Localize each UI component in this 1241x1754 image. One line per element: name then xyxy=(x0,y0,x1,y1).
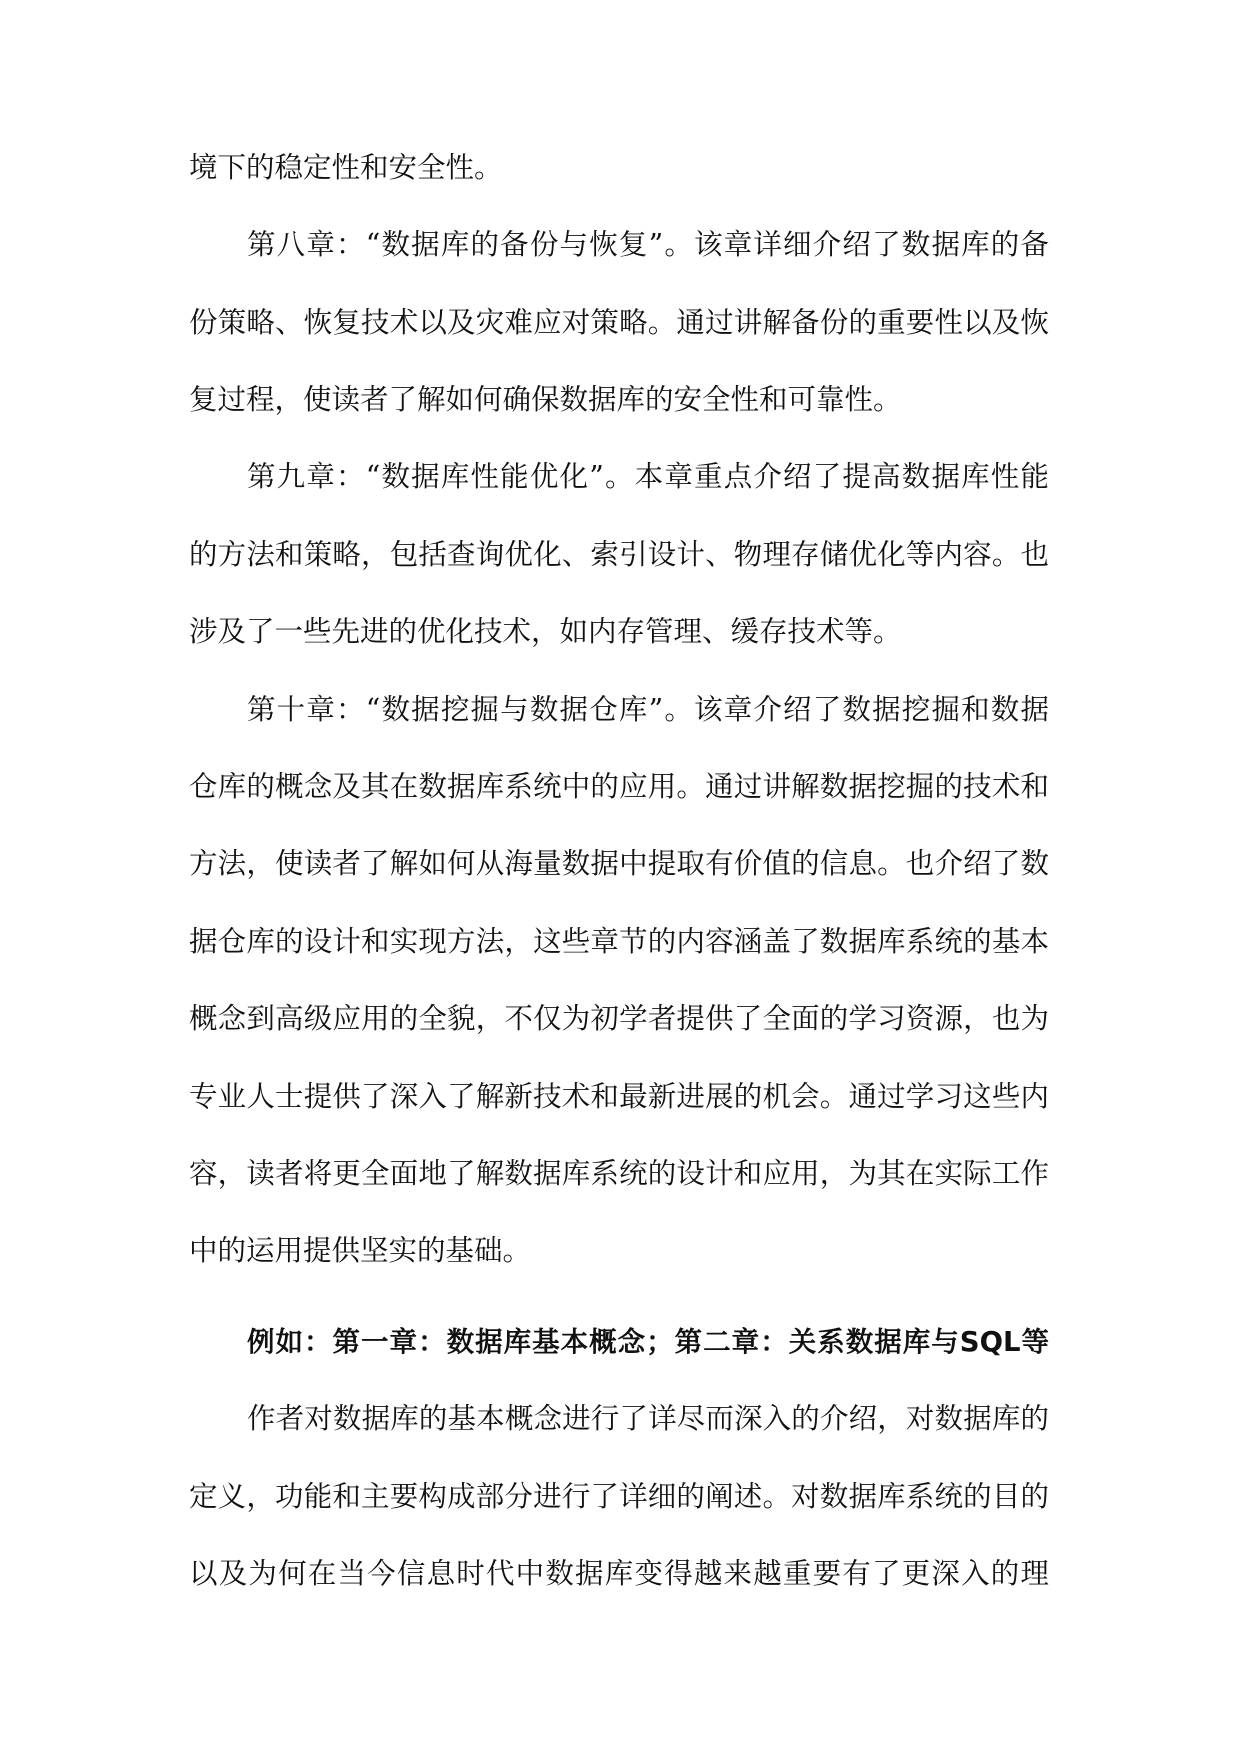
text-line: 涉及了一些先进的优化技术，如内存管理、缓存技术等。 xyxy=(189,615,902,648)
text-line: 容，读者将更全面地了解数据库系统的设计和应用，为其在实际工作 xyxy=(189,1157,1049,1190)
text-line: 第八章：“数据库的备份与恢复”。该章详细介绍了数据库的备 xyxy=(247,228,1049,261)
section-heading: 例如：第一章：数据库基本概念；第二章：关系数据库与SQL等 xyxy=(247,1326,1049,1358)
text-line: 定义，功能和主要构成部分进行了详细的阐述。对数据库系统的目的 xyxy=(189,1480,1049,1513)
text-line: 中的运用提供坚实的基础。 xyxy=(189,1234,532,1267)
text-line: 据仓库的设计和实现方法，这些章节的内容涵盖了数据库系统的基本 xyxy=(189,925,1049,958)
text-line: 的方法和策略，包括查询优化、索引设计、物理存储优化等内容。也 xyxy=(189,538,1049,571)
text-line: 作者对数据库的基本概念进行了详尽而深入的介绍，对数据库的 xyxy=(247,1402,1049,1435)
text-line: 方法，使读者了解如何从海量数据中提取有价值的信息。也介绍了数 xyxy=(189,847,1049,880)
text-line: 第九章：“数据库性能优化”。本章重点介绍了提高数据库性能 xyxy=(247,460,1049,493)
text-line: 第十章：“数据挖掘与数据仓库”。该章介绍了数据挖掘和数据 xyxy=(247,693,1049,726)
text-line: 仓库的概念及其在数据库系统中的应用。通过讲解数据挖掘的技术和 xyxy=(189,770,1049,803)
text-line: 以及为何在当今信息时代中数据库变得越来越重要有了更深入的理 xyxy=(189,1557,1049,1590)
text-line: 份策略、恢复技术以及灾难应对策略。通过讲解备份的重要性以及恢 xyxy=(189,306,1049,339)
text-line: 概念到高级应用的全貌，不仅为初学者提供了全面的学习资源，也为 xyxy=(189,1002,1049,1035)
text-line: 专业人士提供了深入了解新技术和最新进展的机会。通过学习这些内 xyxy=(189,1080,1049,1113)
text-line: 复过程，使读者了解如何确保数据库的安全性和可靠性。 xyxy=(189,383,902,416)
text-line: 境下的稳定性和安全性。 xyxy=(189,151,503,184)
